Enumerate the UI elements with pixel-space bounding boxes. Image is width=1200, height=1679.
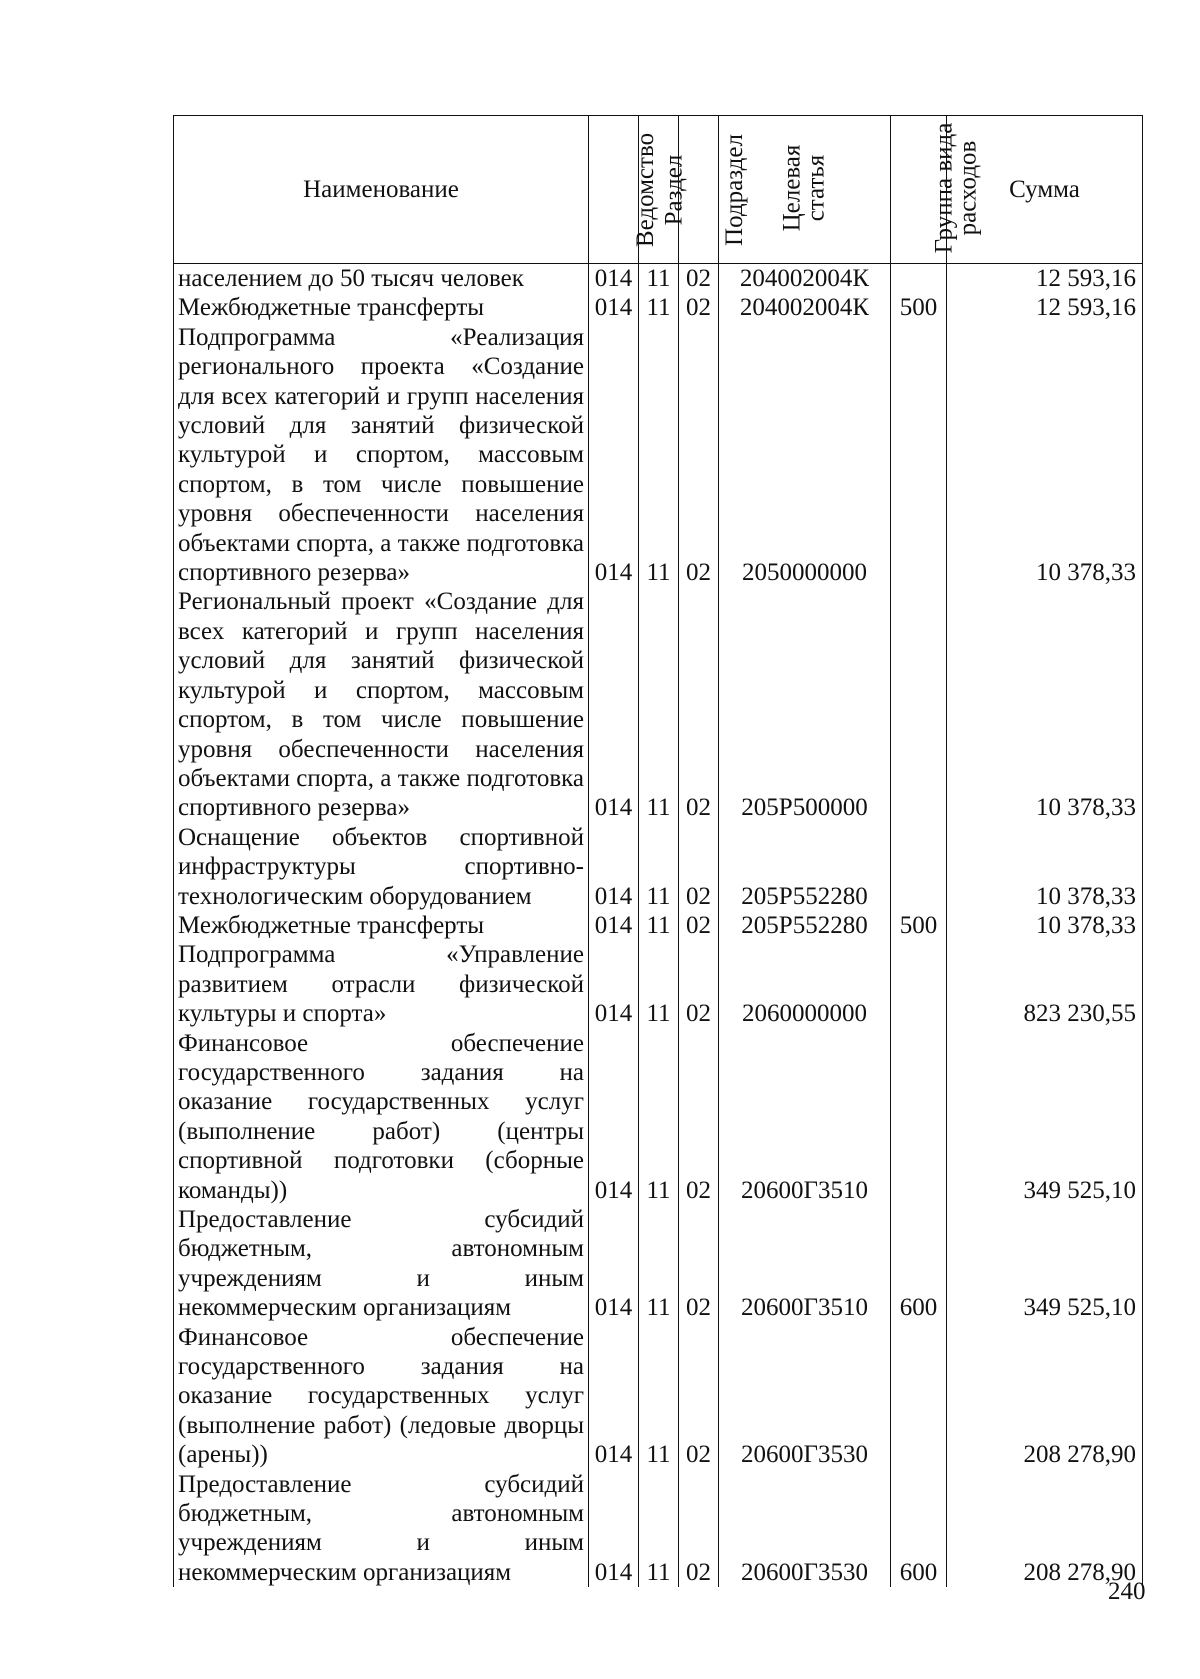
- cell-name: Предоставление субсидий бюджетным, автономным учреждениям и иным некоммерческим организациям: [174, 1470, 589, 1588]
- cell-celevaya-statya: 20600Г3530: [719, 1470, 891, 1588]
- cell-razdel: 11: [639, 264, 679, 294]
- cell-podrazdel: 02: [679, 1029, 719, 1205]
- cell-vedomstvo: 014: [589, 1205, 639, 1323]
- header-name: Наименование: [174, 116, 589, 264]
- table-row: [174, 587, 1143, 822]
- cell-summa: 10 378,33: [947, 823, 1143, 911]
- cell-summa: 349 525,10: [947, 1205, 1143, 1323]
- cell-name: Подпрограмма «Управление развитием отрасли физической культуры и спорта»: [174, 940, 589, 1028]
- table-row: [174, 1470, 1143, 1588]
- cell-podrazdel: 02: [679, 264, 719, 294]
- cell-name: Подпрограмма «Реализация регионального проекта «Создание для всех категорий и групп населения условий для занятий физической культурой и спортом, массовым спортом, в том числе повышение уровня обеспеченности населения объектами спорта, а также подготовка спортивного резерва»: [174, 323, 589, 588]
- table-row: [174, 911, 1143, 940]
- cell-celevaya-statya: 205Р552280: [719, 823, 891, 911]
- cell-gruppa: 500: [891, 293, 947, 322]
- header-vedomstvo: Ведомство: [589, 116, 639, 264]
- table-row: [174, 293, 1143, 322]
- cell-podrazdel: 02: [679, 823, 719, 911]
- cell-razdel: 11: [639, 587, 679, 822]
- cell-gruppa: 500: [891, 911, 947, 940]
- cell-vedomstvo: 014: [589, 323, 639, 588]
- cell-celevaya-statya: 20600Г3530: [719, 1323, 891, 1470]
- cell-gruppa: [891, 323, 947, 588]
- cell-vedomstvo: 014: [589, 823, 639, 911]
- cell-razdel: 11: [639, 1205, 679, 1323]
- cell-podrazdel: 02: [679, 1323, 719, 1470]
- cell-summa: 12 593,16: [947, 264, 1143, 294]
- cell-vedomstvo: 014: [589, 940, 639, 1028]
- table-header: [174, 116, 1143, 264]
- cell-celevaya-statya: 204002004К: [719, 293, 891, 322]
- cell-gruppa: [891, 940, 947, 1028]
- cell-celevaya-statya: 20600Г3510: [719, 1029, 891, 1205]
- cell-razdel: 11: [639, 1470, 679, 1588]
- cell-gruppa: [891, 1323, 947, 1470]
- cell-name: населением до 50 тысяч человек: [174, 264, 589, 294]
- cell-razdel: 11: [639, 940, 679, 1028]
- cell-vedomstvo: 014: [589, 911, 639, 940]
- cell-razdel: 11: [639, 323, 679, 588]
- cell-gruppa: [891, 264, 947, 294]
- table-row: [174, 1029, 1143, 1205]
- cell-celevaya-statya: 205Р552280: [719, 911, 891, 940]
- cell-podrazdel: 02: [679, 293, 719, 322]
- cell-vedomstvo: 014: [589, 1029, 639, 1205]
- table-body: [174, 264, 1143, 1588]
- header-podrazdel: Подраздел: [679, 116, 719, 264]
- cell-gruppa: [891, 1029, 947, 1205]
- table-row: [174, 1205, 1143, 1323]
- cell-podrazdel: 02: [679, 940, 719, 1028]
- cell-summa: 10 378,33: [947, 323, 1143, 588]
- cell-razdel: 11: [639, 1323, 679, 1470]
- cell-gruppa: [891, 587, 947, 822]
- table-row: [174, 940, 1143, 1028]
- cell-gruppa: 600: [891, 1205, 947, 1323]
- cell-gruppa: 600: [891, 1470, 947, 1588]
- cell-vedomstvo: 014: [589, 1323, 639, 1470]
- cell-celevaya-statya: 20600Г3510: [719, 1205, 891, 1323]
- table-row: [174, 823, 1143, 911]
- cell-gruppa: [891, 823, 947, 911]
- cell-razdel: 11: [639, 293, 679, 322]
- cell-celevaya-statya: 205Р500000: [719, 587, 891, 822]
- header-razdel: Раздел: [639, 116, 679, 264]
- cell-razdel: 11: [639, 823, 679, 911]
- table-row: [174, 264, 1143, 294]
- cell-name: Финансовое обеспечение государственного задания на оказание государственных услуг (выполнение работ) (центры спортивной подготовки (сборные команды)): [174, 1029, 589, 1205]
- table-row: [174, 1323, 1143, 1470]
- cell-summa: 823 230,55: [947, 940, 1143, 1028]
- cell-name: Региональный проект «Создание для всех категорий и групп населения условий для занятий физической культурой и спортом, массовым спортом, в том числе повышение уровня обеспеченности населения объектами спорта, а также подготовка спортивного резерва»: [174, 587, 589, 822]
- header-gruppa-vida-rashodov: Группа вида расходов: [891, 116, 947, 264]
- cell-podrazdel: 02: [679, 587, 719, 822]
- header-celevaya-statya: Целевая статья: [719, 116, 891, 264]
- cell-name: Межбюджетные трансферты: [174, 293, 589, 322]
- cell-name: Предоставление субсидий бюджетным, автономным учреждениям и иным некоммерческим организациям: [174, 1205, 589, 1323]
- cell-razdel: 11: [639, 1029, 679, 1205]
- cell-summa: 10 378,33: [947, 911, 1143, 940]
- cell-razdel: 11: [639, 911, 679, 940]
- cell-summa: 349 525,10: [947, 1029, 1143, 1205]
- cell-podrazdel: 02: [679, 323, 719, 588]
- cell-celevaya-statya: 204002004К: [719, 264, 891, 294]
- cell-summa: 208 278,90: [947, 1323, 1143, 1470]
- header-summa: Сумма: [947, 116, 1143, 264]
- table-row: [174, 323, 1143, 588]
- cell-vedomstvo: 014: [589, 293, 639, 322]
- cell-podrazdel: 02: [679, 1470, 719, 1588]
- cell-name: Финансовое обеспечение государственного задания на оказание государственных услуг (выполнение работ) (ледовые дворцы (арены)): [174, 1323, 589, 1470]
- cell-summa: 10 378,33: [947, 587, 1143, 822]
- cell-name: Межбюджетные трансферты: [174, 911, 589, 940]
- budget-table: [173, 115, 1143, 1587]
- cell-vedomstvo: 014: [589, 264, 639, 294]
- cell-vedomstvo: 014: [589, 587, 639, 822]
- cell-vedomstvo: 014: [589, 1470, 639, 1588]
- page-number: 240: [1108, 1578, 1146, 1605]
- cell-podrazdel: 02: [679, 1205, 719, 1323]
- cell-summa: 12 593,16: [947, 293, 1143, 322]
- cell-celevaya-statya: 2050000000: [719, 323, 891, 588]
- cell-celevaya-statya: 2060000000: [719, 940, 891, 1028]
- cell-podrazdel: 02: [679, 911, 719, 940]
- cell-name: Оснащение объектов спортивной инфраструктуры спортивно-технологическим оборудованием: [174, 823, 589, 911]
- cell-summa: 208 278,90: [947, 1470, 1143, 1588]
